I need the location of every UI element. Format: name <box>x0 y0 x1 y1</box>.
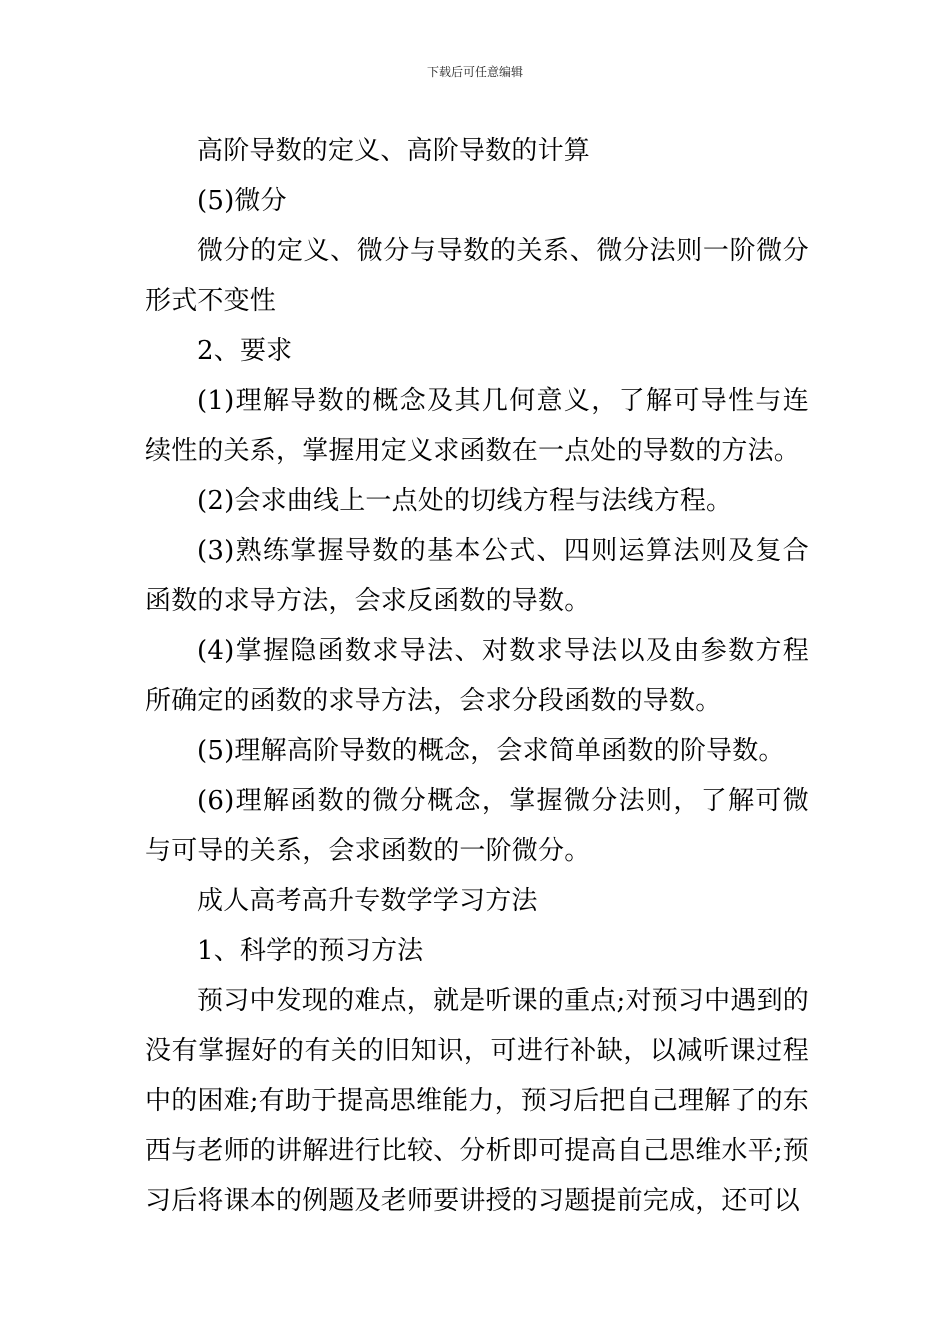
paragraph-differential-heading: (5)微分 <box>197 186 287 216</box>
paragraph-preview-method-body: 预习中发现的难点，就是听课的重点;对预习中遇到的没有掌握好的有关的旧知识，可进行补缺，以减听课过程中的困难;有助于提高思维能力，预习后把自己理解了的东西与老师的讲解进行比较、分析即可提高自己思维水平;预习后将课本的例题及老师要讲授的习题提前完成，还可以 <box>145 986 809 1216</box>
paragraph-requirement-6: (6)理解函数的微分概念，掌握微分法则，了解可微与可导的关系，会求函数的一阶微分。 <box>145 786 809 866</box>
paragraph-requirement-2: (2)会求曲线上一点处的切线方程与法线方程。 <box>197 486 733 516</box>
paragraph-requirements-heading: 2、要求 <box>197 336 293 366</box>
paragraph-requirement-5: (5)理解高阶导数的概念，会求简单函数的阶导数。 <box>197 736 785 766</box>
paragraph-preview-method-heading: 1、科学的预习方法 <box>197 936 424 966</box>
document-body <box>145 126 809 1226</box>
paragraph-requirement-1: (1)理解导数的概念及其几何意义，了解可导性与连续性的关系，掌握用定义求函数在一点处的导数的方法。 <box>145 386 809 466</box>
paragraph-differential-definition: 微分的定义、微分与导数的关系、微分法则一阶微分形式不变性 <box>145 236 809 316</box>
paragraph-higher-derivative-definition: 高阶导数的定义、高阶导数的计算 <box>197 136 591 166</box>
paragraph-study-methods-heading: 成人高考高升专数学学习方法 <box>197 886 538 916</box>
page-header: 下载后可任意编辑 <box>426 65 523 79</box>
paragraph-requirement-4: (4)掌握隐函数求导法、对数求导法以及由参数方程所确定的函数的求导方法，会求分段函数的导数。 <box>145 636 809 716</box>
paragraph-requirement-3: (3)熟练掌握导数的基本公式、四则运算法则及复合函数的求导方法，会求反函数的导数。 <box>145 536 809 616</box>
